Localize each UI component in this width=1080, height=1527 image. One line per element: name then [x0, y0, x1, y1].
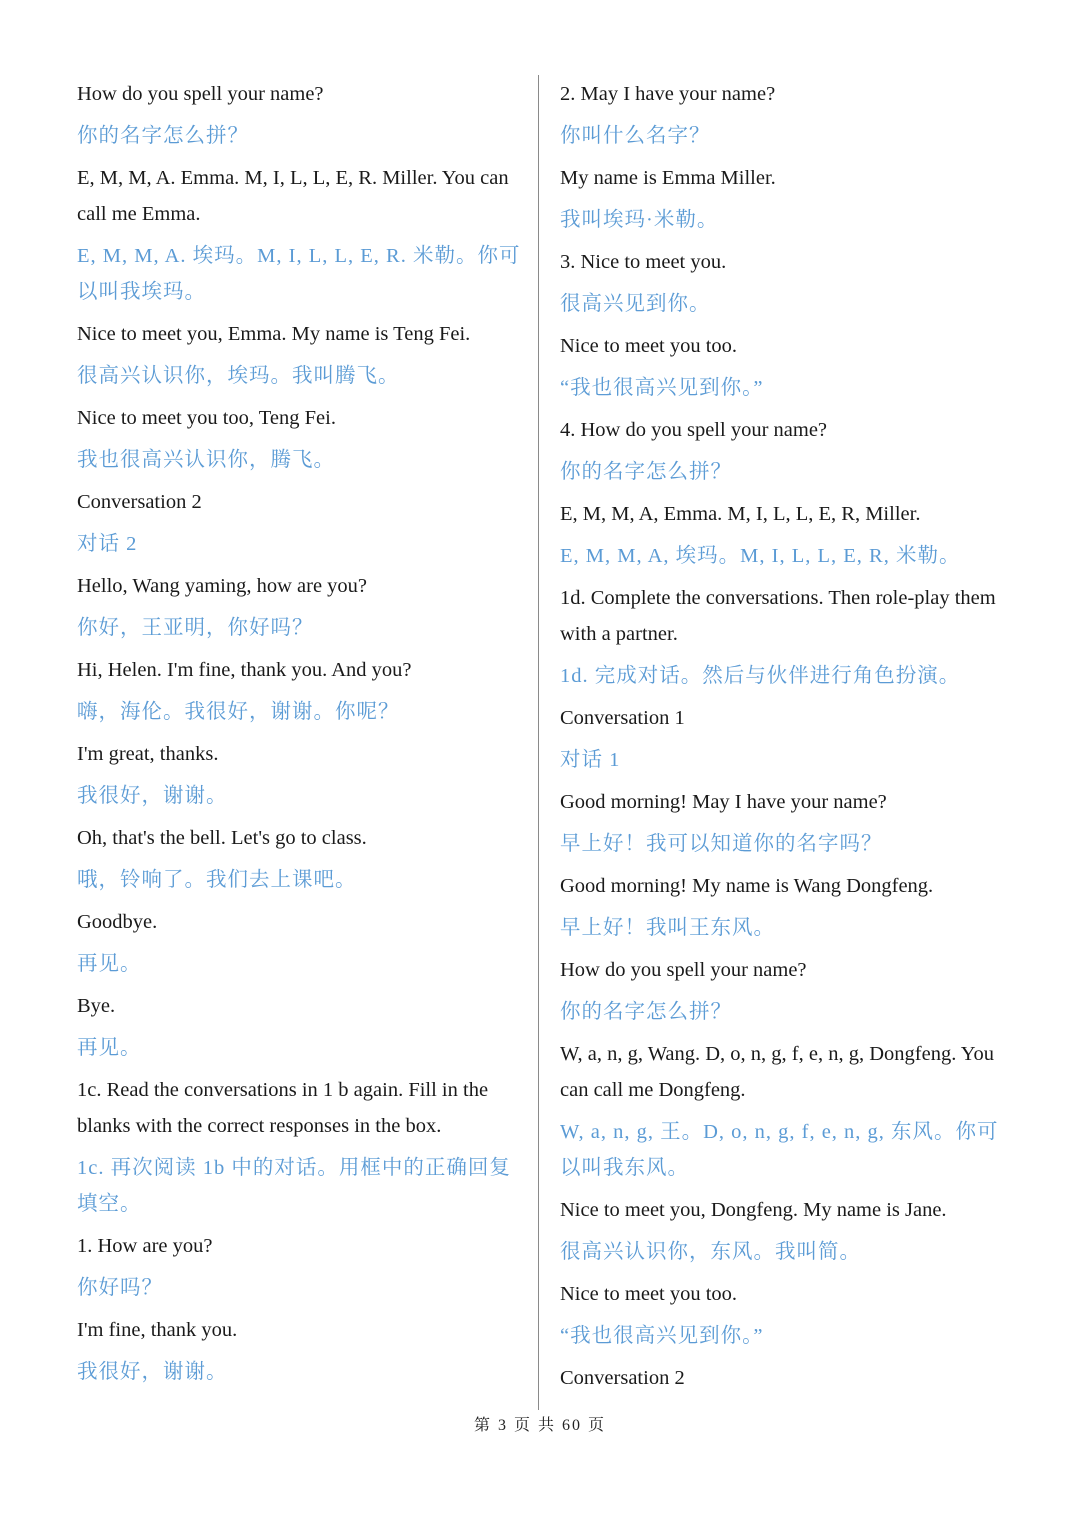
english-text-line: Nice to meet you too, Teng Fei.	[77, 407, 336, 429]
page-footer: 第 3 页 共 60 页	[473, 1417, 606, 1434]
chinese-translation-line: 早上好！我叫王东风。	[560, 917, 775, 939]
english-text-line: Good morning! My name is Wang Dongfeng.	[560, 875, 934, 897]
chinese-translation-line: 你好，王亚明，你好吗？	[77, 617, 314, 639]
english-text-line: Hi, Helen. I'm fine, thank you. And you?	[77, 659, 412, 681]
english-text-line: W, a, n, g, Wang. D, o, n, g, f, e, n, g, Dongfeng. You can call me Dongfeng.	[560, 1043, 994, 1101]
chinese-translation-line: 再见。	[77, 1037, 142, 1059]
english-text-line: Conversation 1	[560, 707, 685, 729]
english-text-line: Conversation 2	[560, 1367, 685, 1389]
chinese-translation-line: “我也很高兴见到你。”	[560, 1325, 764, 1347]
english-text-line: Conversation 2	[77, 491, 202, 513]
chinese-translation-line: 很高兴认识你，埃玛。我叫腾飞。	[77, 365, 400, 387]
left-column	[77, 76, 525, 1396]
english-text-line: 4. How do you spell your name?	[560, 419, 828, 441]
english-text-line: Nice to meet you, Dongfeng. My name is Jane.	[560, 1199, 947, 1221]
chinese-translation-line: 哦，铃响了。我们去上课吧。	[77, 869, 357, 891]
english-text-line: I'm fine, thank you.	[77, 1319, 238, 1341]
english-text-line: Nice to meet you too.	[560, 335, 738, 357]
english-text-line: My name is Emma Miller.	[560, 167, 776, 189]
english-text-line: 2. May I have your name?	[560, 83, 776, 105]
chinese-translation-line: 对话 2	[77, 533, 138, 555]
english-text-line: How do you spell your name?	[77, 83, 324, 105]
english-text-line: Good morning! May I have your name?	[560, 791, 887, 813]
chinese-translation-line: 嗨，海伦。我很好，谢谢。你呢？	[77, 701, 400, 723]
chinese-translation-line: W, a, n, g, 王。D, o, n, g, f, e, n, g, 东风。你可以叫我东风。	[560, 1121, 999, 1179]
chinese-translation-line: 很高兴见到你。	[560, 293, 711, 315]
chinese-translation-line: 你的名字怎么拼？	[560, 1001, 732, 1023]
english-text-line: Goodbye.	[77, 911, 158, 933]
english-text-line: I'm great, thanks.	[77, 743, 219, 765]
english-text-line: 1. How are you?	[77, 1235, 213, 1257]
chinese-translation-line: 早上好！我可以知道你的名字吗？	[560, 833, 883, 855]
chinese-translation-line: 很高兴认识你，东风。我叫简。	[560, 1241, 861, 1263]
chinese-translation-line: 你的名字怎么拼？	[77, 125, 249, 147]
english-text-line: Nice to meet you, Emma. My name is Teng Fei.	[77, 323, 471, 345]
chinese-translation-line: 我叫埃玛·米勒。	[560, 209, 719, 231]
right-column	[560, 76, 1000, 1402]
chinese-translation-line: 1d. 完成对话。然后与伙伴进行角色扮演。	[560, 665, 961, 687]
english-text-line: E, M, M, A, Emma. M, I, L, L, E, R, Miller.	[560, 503, 921, 525]
chinese-translation-line: E, M, M, A. 埃玛。M, I, L, L, E, R. 米勒。你可以叫我埃玛。	[77, 245, 521, 303]
english-text-line: E, M, M, A. Emma. M, I, L, L, E, R. Miller. You can call me Emma.	[77, 167, 509, 225]
english-text-line: Hello, Wang yaming, how are you?	[77, 575, 368, 597]
english-text-line: Oh, that's the bell. Let's go to class.	[77, 827, 367, 849]
chinese-translation-line: “我也很高兴见到你。”	[560, 377, 764, 399]
english-text-line: Nice to meet you too.	[560, 1283, 738, 1305]
english-text-line: 3. Nice to meet you.	[560, 251, 727, 273]
chinese-translation-line: 1c. 再次阅读 1b 中的对话。用框中的正确回复填空。	[77, 1157, 511, 1215]
chinese-translation-line: 我很好，谢谢。	[77, 1361, 228, 1383]
chinese-translation-line: 你叫什么名字？	[560, 125, 711, 147]
chinese-translation-line: 我也很高兴认识你，腾飞。	[77, 449, 335, 471]
english-text-line: 1d. Complete the conversations. Then role-play them with a partner.	[560, 587, 996, 645]
english-text-line: Bye.	[77, 995, 116, 1017]
chinese-translation-line: 对话 1	[560, 749, 621, 771]
chinese-translation-line: E, M, M, A, 埃玛。M, I, L, L, E, R, 米勒。	[560, 545, 961, 567]
chinese-translation-line: 你的名字怎么拼？	[560, 461, 732, 483]
english-text-line: 1c. Read the conversations in 1 b again. Fill in the blanks with the correct responses in the box.	[77, 1079, 489, 1137]
chinese-translation-line: 我很好，谢谢。	[77, 785, 228, 807]
chinese-translation-line: 你好吗？	[77, 1277, 163, 1299]
english-text-line: How do you spell your name?	[560, 959, 807, 981]
column-divider	[538, 75, 539, 1410]
chinese-translation-line: 再见。	[77, 953, 142, 975]
